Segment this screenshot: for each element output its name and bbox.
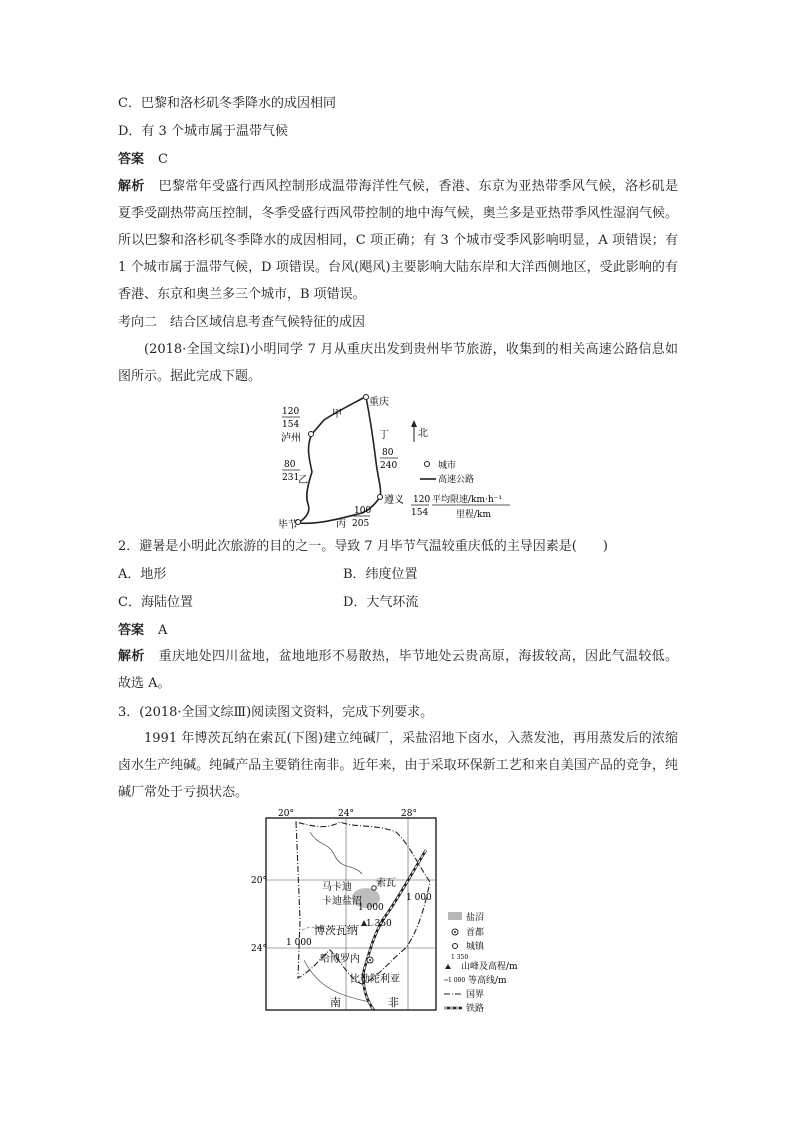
q2-option-a: A．地形 [118,567,167,582]
africa-label: 非 [388,996,399,1009]
q1-answer [118,151,168,169]
chongqing-city [364,395,369,400]
zunyi-city [378,495,383,500]
yi-speed: 80 [284,460,296,470]
q2-option-d: D．大气环流 [343,595,419,610]
q2-option-c: C．海陆位置 [118,595,193,610]
sowa-label: 索瓦 [376,878,396,889]
legend-peak-value: 1 350 [451,954,469,961]
answer-value: C [158,152,168,167]
legend-town-icon [453,944,458,949]
legend-contour-value: 1 000 [448,977,466,984]
legend-km-label: 里程/km [456,510,492,520]
point-jia: 甲 [332,409,342,420]
legend-sample-speed: 120 [413,495,431,505]
legend-city: 城市 [438,461,457,471]
ding-km: 240 [380,461,398,471]
q1-analysis [118,173,678,308]
lat-24-label: 24° [251,944,267,954]
legend-speed-label: 平均限速/km·h⁻¹ [432,495,503,505]
legend-city-icon [425,462,430,467]
q2-option-b: B．纬度位置 [343,567,418,582]
chongqing-label: 重庆 [369,397,389,408]
lon-28-label: 28° [401,809,417,819]
legend-capital-dot [454,931,456,933]
legend-peak-icon [445,964,451,969]
botswana-label: 博茨瓦纳 [314,924,358,937]
north-arrow-head [411,420,417,427]
lon-20-label: 20° [278,809,294,819]
legend-railway: 铁路 [466,1004,485,1014]
botswana-map [251,809,528,1015]
analysis-text: 巴黎常年受盛行西风控制形成温带海洋性气候，香港、东京为亚热带季风气候，洛杉矶是夏季受副热带高压控制，冬季受盛行西风带控制的地中海气候，奥兰多是亚热带季风性湿润气候。所以巴黎和洛杉矶冬季降水的成因相同，C 项正确；有 3 个城市受季风影响明显，A 项错误；有 1 个城市属于温带气候，D 项错误。台风(飓风)主要影响大陆东岸和大洋西侧地区，受此影响的有香港、东京和奥兰多三个城市，B 项错误。 [118,179,678,302]
contour-label-1: 1 000 [406,893,432,903]
q2-answer [118,622,167,640]
analysis-label: 解析 [118,649,145,664]
section-title: 考向二 结合区域信息考查气候特征的成因 [118,315,366,330]
luzhou-label: 泸州 [281,433,301,444]
answer-label: 答案 [118,623,145,638]
south-label: 南 [330,996,341,1009]
q3-text: 1991 年博茨瓦纳在索瓦(下图)建立纯碱厂，采盐沼地下卤水，入蒸发池，再用蒸发后的浓缩卤水生产纯碱。纯碱产品主要销往南非。近年来，由于采取环保新工艺和来自美国产品的竞争，纯碱厂常处于亏损状态。 [118,731,678,800]
bing-km: 205 [352,519,370,529]
gaborone-capital-dot [369,959,371,961]
lon-24-label: 24° [338,809,354,819]
analysis-text: 重庆地处四川盆地，盆地地形不易散热，毕节地处云贵高原，海拔较高，因此气温较低。故选 A。 [118,649,678,691]
zunyi-label: 遵义 [384,495,404,506]
answer-value: A [158,623,168,638]
q3-stem: 3．(2018·全国文综Ⅲ)阅读图文资料，完成下列要求。 [118,705,434,720]
north-label: 北 [418,428,428,439]
jia-km: 154 [282,420,300,430]
legend-peak: 山峰及高程/m [461,962,518,972]
contour-label-3: 1 000 [286,938,312,948]
legend-salt-pan: 盐沼 [466,913,485,923]
legend-salt-pan-icon [448,912,462,920]
contour-label-2: 1 000 [358,903,384,913]
answer-label: 答案 [118,152,145,167]
intro-paragraph: (2018·全国文综Ⅰ)小明同学 7 月从重庆出发到贵州毕节旅游，收集到的相关高速公路信息如图所示。据此完成下题。 [118,342,678,384]
q1-option-c: C．巴黎和洛杉矶冬季降水的成因相同 [118,96,336,111]
bijie-label: 毕节 [278,520,298,531]
q2-stem: 2．避暑是小明此次旅游的目的之一。导致 7 月毕节气温较重庆低的主导因素是( ) [118,539,608,554]
lat-20-label: 20° [251,876,267,886]
peak-label: 1 350 [366,919,392,929]
point-yi: 乙 [298,475,308,486]
pretoria-label: 比勒陀利亚 [350,974,400,985]
analysis-label: 解析 [118,179,145,194]
legend-border: 国界 [466,990,485,1000]
highway-map [270,397,520,532]
gaborone-label: 哈博罗内 [320,954,360,965]
luzhou-city [309,432,314,437]
makgadikgadi-label-1: 马卡迪 [322,882,352,893]
jia-speed: 120 [282,407,300,417]
q1-option-d: D．有 3 个城市属于温带气候 [118,124,288,139]
point-bing: 丙 [336,519,346,530]
bing-speed: 100 [354,506,372,516]
ding-speed: 80 [382,448,394,458]
point-ding: 丁 [379,430,389,441]
q2-analysis [118,643,678,697]
legend-town: 城镇 [466,942,485,952]
legend-capital: 首都 [466,928,485,938]
legend-sample-km: 154 [411,508,429,518]
legend-contour: 等高线/m [468,976,507,986]
yi-km: 231 [282,473,300,483]
makgadikgadi-label-2: 卡迪盐沼 [322,896,362,907]
legend-highway: 高速公路 [438,475,475,485]
